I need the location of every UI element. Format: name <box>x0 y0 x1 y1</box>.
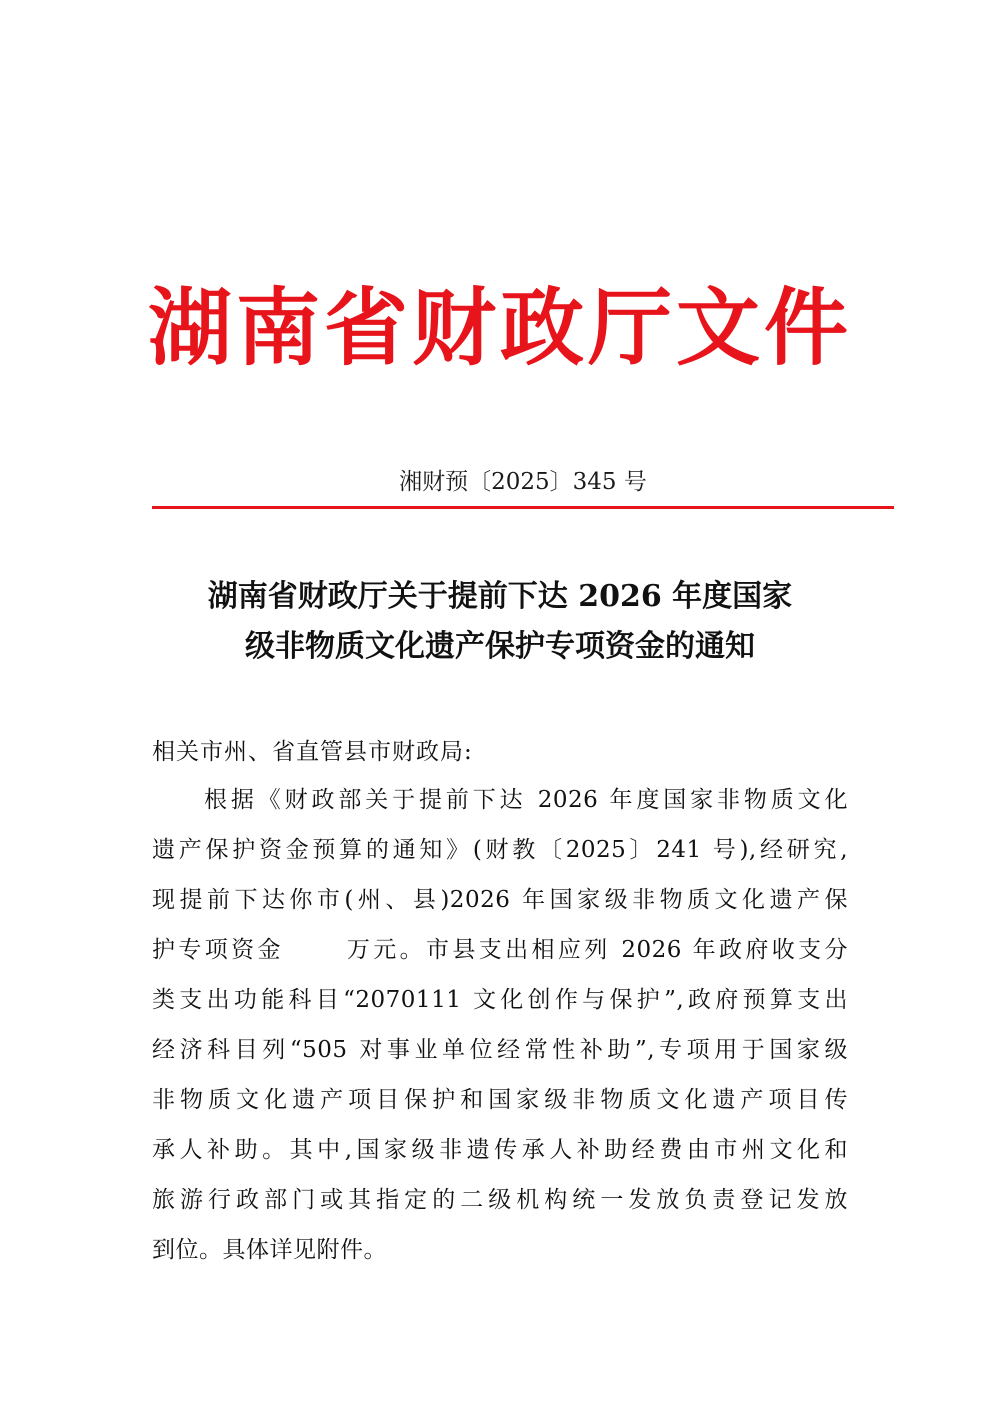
document-title-line: 级非物质文化遗产保护专项资金的通知 <box>245 629 755 664</box>
document-title <box>130 572 870 672</box>
body-line: 类支出功能科目“2070111 文化创作与保护”,政府预算支出 <box>152 987 848 1013</box>
red-divider-line <box>152 506 894 509</box>
body-line: 现提前下达你市(州、县)2026 年国家级非物质文化遗产保 <box>152 887 848 913</box>
body-text-segment: 万元。市县支出相应列 2026 年政府收支分 <box>343 937 849 963</box>
document-number: 湘财预〔2025〕345 号 <box>399 469 647 495</box>
body-line: 遗产保护资金预算的通知》(财教〔2025〕241 号),经研究, <box>152 837 848 863</box>
body-line: 到位。具体详见附件。 <box>152 1237 387 1263</box>
body-line: 非物质文化遗产项目保护和国家级非物质文化遗产项目传 <box>152 1087 848 1113</box>
body-text-segment: 护专项资金 <box>152 937 284 963</box>
salutation: 相关市州、省直管县市财政局: <box>152 739 473 765</box>
body-line: 经济科目列“505 对事业单位经常性补助”,专项用于国家级 <box>152 1037 848 1063</box>
body-line: 旅游行政部门或其指定的二级机构统一发放负责登记发放 <box>152 1187 848 1213</box>
document-title-line: 湖南省财政厅关于提前下达 2026 年度国家 <box>207 579 793 614</box>
body-line <box>152 930 848 970</box>
issuer-masthead: 湖南省财政厅文件 <box>147 278 852 377</box>
body-line: 承人补助。其中,国家级非遗传承人补助经费由市州文化和 <box>152 1137 848 1163</box>
body-line: 根据《财政部关于提前下达 2026 年度国家非物质文化 <box>204 787 848 813</box>
